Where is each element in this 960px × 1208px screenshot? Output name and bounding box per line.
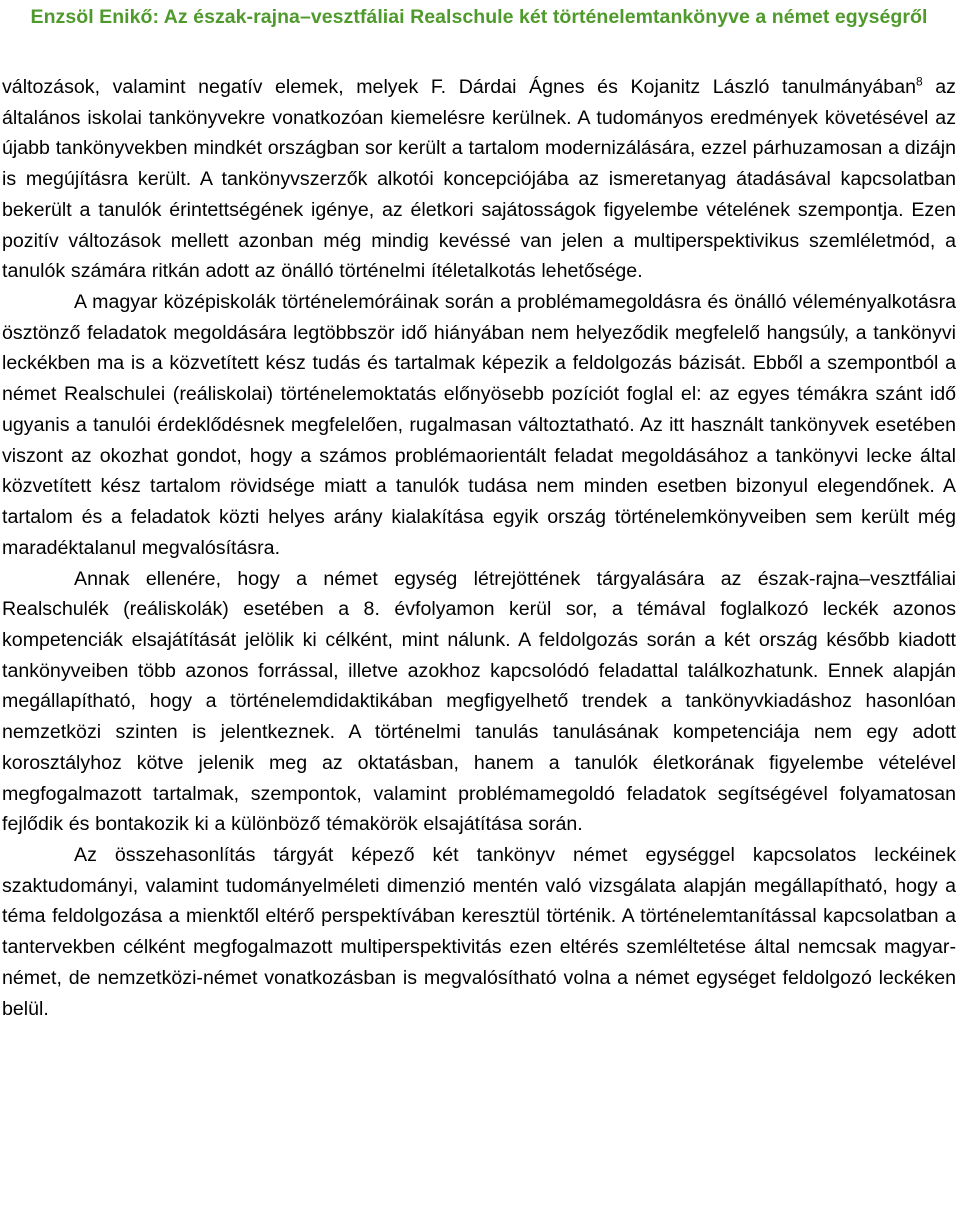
running-header-title: Enzsöl Enikő: Az észak-rajna–vesztfáliai Realschule két történelemtankönyve a német egységről <box>30 6 928 28</box>
paragraph-1-text-before: változások, valamint negatív elemek, melyek F. Dárdai Ágnes és Kojanitz László tanulmányában <box>2 76 916 98</box>
body-text <box>2 72 956 1024</box>
paragraph-1-text-after: az általános iskolai tankönyvekre vonatkozóan kiemelésre kerülnek. A tudományos eredmények követésével az újabb tankönyvekben mindkét országban sor került a tartalom modernizálására, ezzel párhuzamosan a dizájn is megújításra került. A tankönyvszerzők alkotói koncepciójába az ismeretanyag átadásával kapcsolatban bekerült a tanulók érintettségének igénye, az életkori sajátosságok figyelembe vételének szempontja. Ezen pozitív változások mellett azonban még mindig kevéssé van jelen a multiperspektivikus szemléletmód, a tanulók számára ritkán adott az önálló történelmi ítéletalkotás lehetősége. <box>2 76 956 283</box>
footnote-reference-8[interactable]: 8 <box>916 74 923 89</box>
paragraph-3: Annak ellenére, hogy a német egység létrejöttének tárgyalására az észak-rajna–vesztfáliai Realschulék (reáliskolák) esetében a 8. évfolyamon kerül sor, a témával foglalkozó leckék azonos kompetenciák elsajátítását jelölik ki célként, mint nálunk. A feldolgozás során a két ország később kiadott tankönyveiben több azonos forrással, illetve azokhoz kapcsolódó feladattal találkozhatunk. Ennek alapján megállapítható, hogy a történelemdidaktikában megfigyelhető trendek a tankönyvkiadáshoz hasonlóan nemzetközi szinten is jelentkeznek. A történelmi tanulás tanulásának kompetenciája nem egy adott korosztályhoz kötve jelenik meg az oktatásban, hanem a tanulók életkorának figyelembe vételével megfogalmazott tartalmak, szempontok, valamint problémamegoldó feladatok segítségével folyamatosan fejlődik és bontakozik ki a különböző témakörök elsajátítása során. <box>2 567 956 836</box>
paragraph-2: A magyar középiskolák történelemóráinak során a problémamegoldásra és önálló véleményalkotásra ösztönző feladatok megoldására legtöbbször idő hiányában nem helyeződik megfelelő hangsúly, a tankönyvi leckékben ma is a közvetített kész tudás és tartalmak képezik a feldolgozás bázisát. Ebből a szempontból a német Realschulei (reáliskolai) történelemoktatás előnyösebb pozíciót foglal el: az egyes témákra szánt idő ugyanis a tanulói érdeklődésnek megfelelően, rugalmasan változtatható. Az itt használt tankönyvek esetében viszont az okozhat gondot, hogy a számos problémaorientált feladat megoldásához a tankönyvi lecke által közvetített kész tartalom rövidsége miatt a tanulók tudása nem minden esetben bizonyul elegendőnek. A tartalom és a feladatok közti helyes arány kialakítása egyik ország történelemkönyveiben sem került még maradéktalanul megvalósításra. <box>2 291 956 559</box>
paragraph-1 <box>2 72 956 287</box>
paragraph-4: Az összehasonlítás tárgyát képező két tankönyv német egységgel kapcsolatos leckéinek szaktudományi, valamint tudományelméleti dimenzió mentén való vizsgálata alapján megállapítható, hogy a téma feldolgozása a mienktől eltérő perspektívában keresztül történik. A történelemtanítással kapcsolatban a tantervekben célként megfogalmazott multiperspektivitás ezen eltérés szemléltetése által nemcsak magyar-német, de nemzetközi-német vonatkozásban is megvalósítható volna a német egységet feldolgozó leckéken belül. <box>2 843 956 1020</box>
